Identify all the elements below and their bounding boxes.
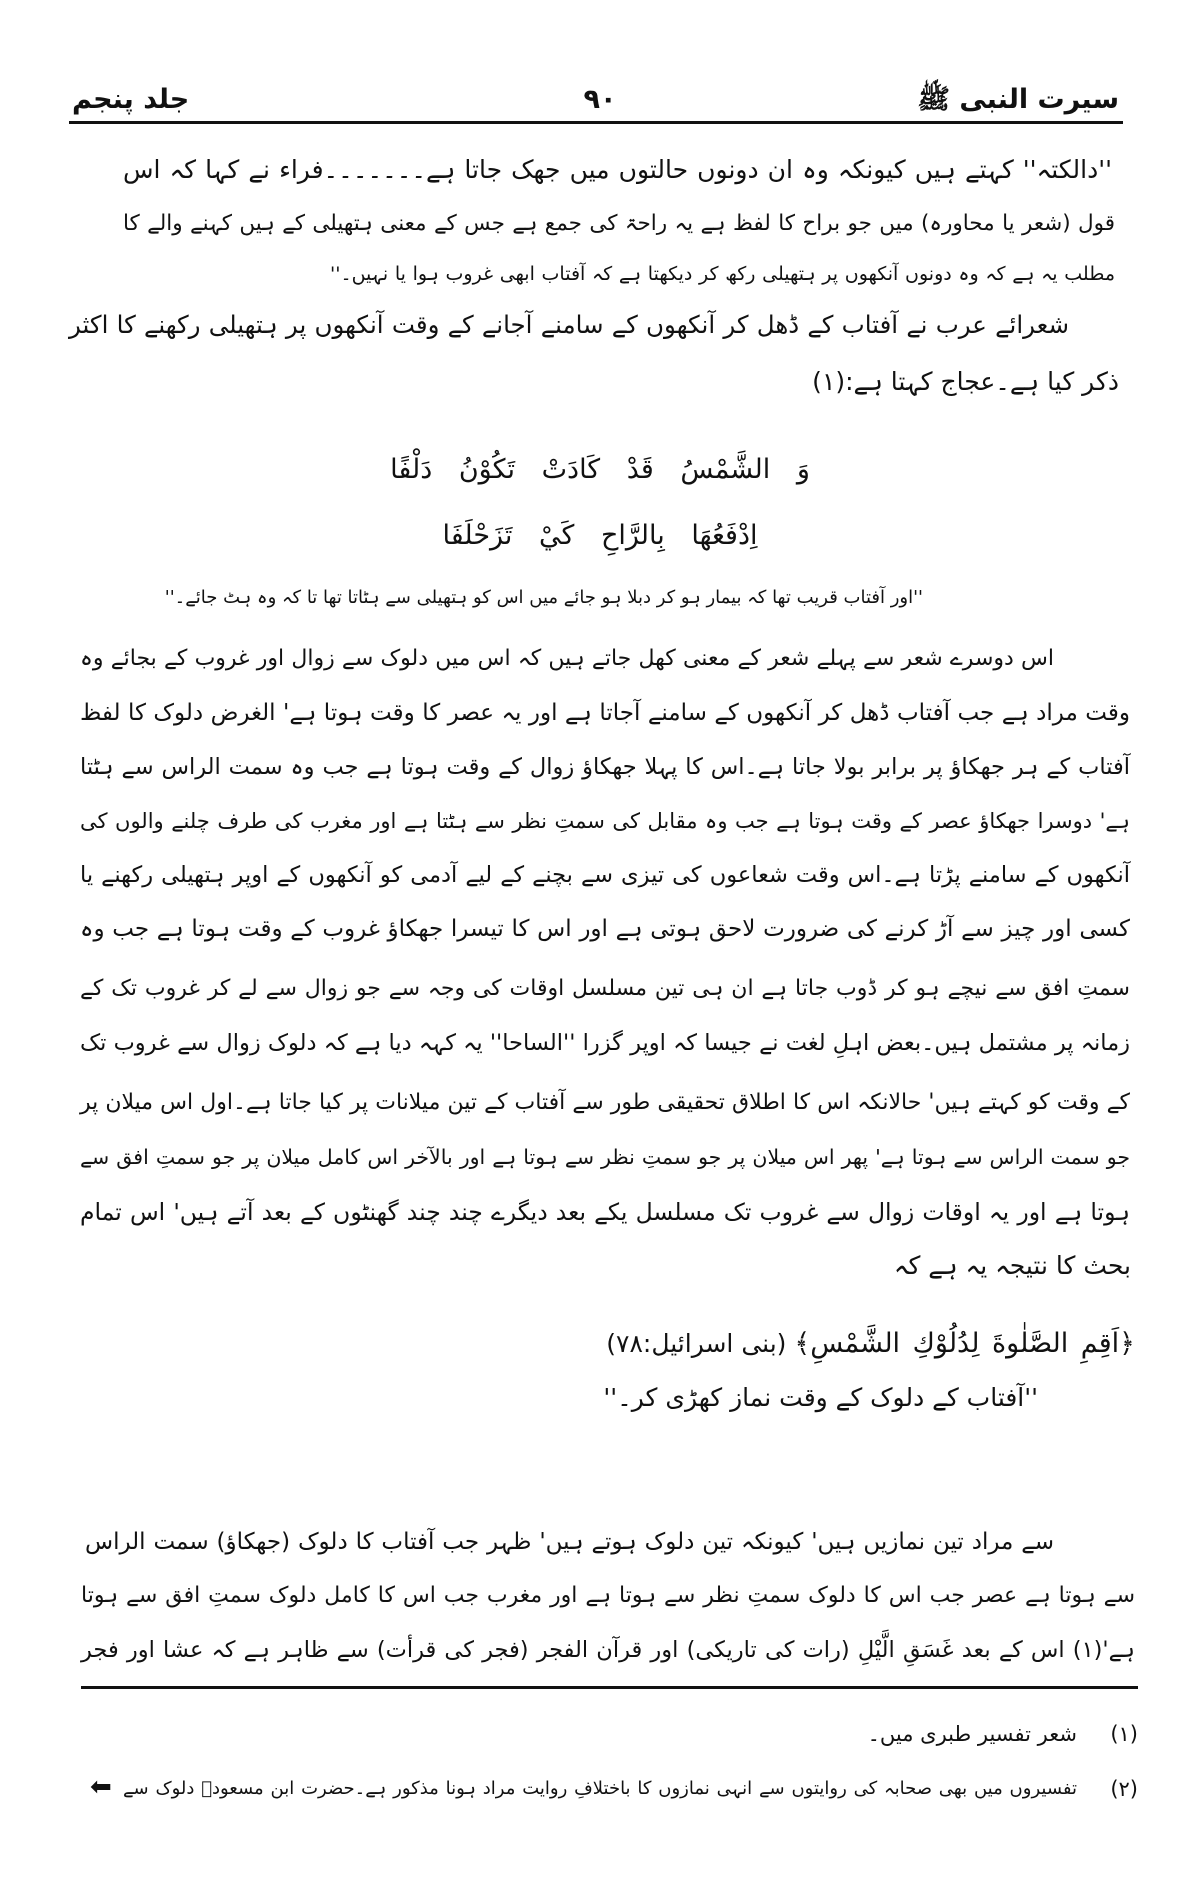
text-line: سے مراد تین نمازیں ہیں' کیونکہ تین دلوک ہوتے ہیں' ظہر جب آفتاب کا دلوک (جھکاؤ) سمت الراس [85, 1529, 1054, 1555]
verse-line: وَ الشَّمْسُ قَدْ كَادَتْ تَكُوْنُ دَلْفًا [390, 454, 810, 485]
quran-reference: (بنی اسرائیل:۷۸) [606, 1329, 787, 1358]
page-number: ۹۰ [583, 84, 617, 115]
quran-verse: ﴿اَقِمِ الصَّلٰوةَ لِدُلُوْكِ الشَّمْسِ﴾ [794, 1328, 1135, 1359]
text-line: قول (شعر یا محاورہ) میں جو براح کا لفظ ہے یہ راحۃ کی جمع ہے جس کے معنی ہتھیلی کے ہیں کہنے والے کا [123, 211, 1115, 236]
text-line: کے وقت کو کہتے ہیں' حالانکہ اس کا اطلاق تحقیقی طور سے آفتاب کے تین میلانات پر کیا جاتا ہے۔اول اس میلان پر [80, 1090, 1130, 1115]
text-line: زمانہ پر مشتمل ہیں۔بعض اہلِ لغت نے جیسا کہ اوپر گزرا ''الساحا'' یہ کہہ دیا ہے کہ دلوک زوال سے غروب تک [80, 1030, 1130, 1056]
quran-quote [477, 1326, 1135, 1362]
text-line: ہوتا ہے اور یہ اوقات زوال سے غروب تک مسلسل یکے بعد دیگرے چند چند گھنٹوں کے بعد آتے ہیں' اس تمام [80, 1198, 1130, 1226]
verse-translation: ''اور آفتاب قریب تھا کہ بیمار ہو کر دبلا ہو جائے میں اس کو ہتھیلی سے ہٹاتا تھا تا کہ وہ ہٹ جائے۔'' [164, 587, 923, 608]
verse-line: اِدْفَعُهَا بِالرَّاحِ كَيْ تَزَحْلَفَا [442, 520, 758, 551]
volume-label: جلد پنجم [72, 84, 190, 115]
text-line: شعرائے عرب نے آفتاب کے ڈھل کر آنکھوں کے سامنے آجانے کے وقت آنکھوں پر ہتھیلی رکھنے کا اکثر [69, 310, 1069, 339]
arrow-left-icon: ⬅ [90, 1772, 112, 1802]
footnote-text: شعر تفسیر طبری میں۔ [867, 1722, 1077, 1746]
text-line: ذکر کیا ہے۔عجاج کہتا ہے:(۱) [812, 367, 1119, 396]
text-line: جو سمت الراس سے ہوتا ہے' پھر اس میلان پر جو سمتِ نظر سے ہوتا ہے اور بالآخر اس کامل میلان پر جو سمتِ افق سے [80, 1145, 1130, 1169]
text-line: ''دالکتہ'' کہتے ہیں کیونکہ وہ ان دونوں حالتوں میں جھک جاتا ہے۔۔۔۔۔۔۔فراء نے کہا کہ اس [123, 155, 1112, 184]
header-divider [69, 121, 1123, 124]
text-line: وقت مراد ہے جب آفتاب ڈھل کر آنکھوں کے سامنے آجاتا ہے اور یہ عصر کا وقت ہوتا ہے' الغرض دلوک کا لفظ [80, 700, 1130, 726]
book-title: سیرت النبی ﷺ [917, 84, 1119, 115]
text-line: اس دوسرے شعر سے پہلے شعر کے معنی کھل جاتے ہیں کہ اس میں دلوک سے زوال اور غروب کے بجائے وہ [80, 646, 1054, 671]
text-line: ہے'(۱) اس کے بعد غَسَقِ الَّيْلِ (رات کی تاریکی) اور قرآن الفجر (فجر کی قرأت) سے ظاہر ہے کہ عشا اور فجر [81, 1637, 1135, 1663]
text-line: بحث کا نتیجہ یہ ہے کہ [893, 1251, 1131, 1280]
quran-translation: ''آفتاب کے دلوک کے وقت نماز کھڑی کر۔'' [603, 1383, 1038, 1412]
text-line: سمتِ افق سے نیچے ہو کر ڈوب جاتا ہے ان ہی تین مسلسل اوقات کی وجہ سے جو زوال سے لے کر غروب تک کے [80, 976, 1130, 1001]
text-line: مطلب یہ ہے کہ وہ دونوں آنکھوں پر ہتھیلی رکھ کر دیکھتا ہے کہ آفتاب ابھی غروب ہوا یا نہیں۔'' [330, 263, 1115, 285]
text-line: سے ہوتا ہے عصر جب اس کا دلوک سمتِ نظر سے ہوتا ہے اور مغرب جب اس کا کامل دلوک سمتِ افق سے ہوتا [81, 1583, 1135, 1608]
text-line: کسی اور چیز سے آڑ کرنے کی ضرورت لاحق ہوتی ہے اور اس کا تیسرا جھکاؤ غروب کے وقت ہوتا ہے جب وہ [80, 916, 1130, 942]
text-line: آفتاب کے ہر جھکاؤ پر برابر بولا جاتا ہے۔اس کا پہلا جھکاؤ زوال کے وقت ہوتا ہے جب وہ سمت الراس سے ہٹتا [80, 754, 1130, 780]
footnote-divider [81, 1686, 1138, 1689]
text-line: ہے' دوسرا جھکاؤ عصر کے وقت ہوتا ہے جب وہ مقابل کی سمتِ نظر سے ہٹتا ہے اور مغرب کی طرف چلنے والوں کی [80, 809, 1130, 833]
text-line: آنکھوں کے سامنے پڑتا ہے۔اس وقت شعاعوں کی تیزی سے بچنے کے لیے آدمی کو آنکھوں کے اوپر ہتھیلی رکھنے یا [80, 862, 1130, 888]
footnote-number: (۱) [1110, 1722, 1138, 1746]
footnote-number: (۲) [1110, 1777, 1138, 1801]
footnote-text: تفسیروں میں بھی صحابہ کی روایتوں سے انہی نمازوں کا باختلافِ روایت مراد ہونا مذکور ہے۔حضرت ابن مسعودؓ دلوک سے [123, 1778, 1077, 1799]
